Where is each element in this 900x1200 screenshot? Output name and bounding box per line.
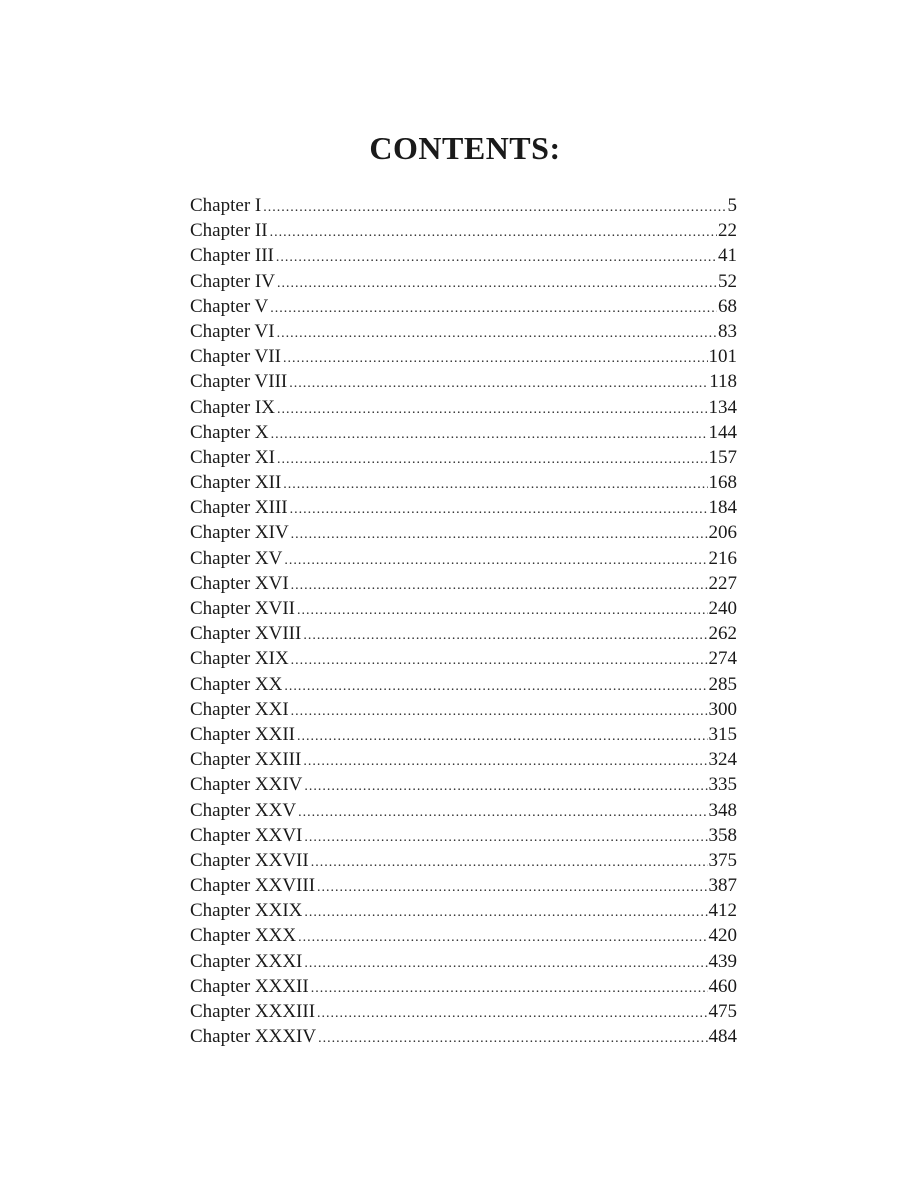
toc-entry[interactable]: [190, 218, 737, 243]
toc-page-number: 375: [708, 849, 737, 871]
toc-chapter-label: Chapter XXII: [190, 723, 295, 745]
toc-page-number: 300: [708, 698, 737, 720]
toc-dot-leader: [270, 220, 717, 243]
toc-entry[interactable]: [190, 974, 737, 999]
toc-page-number: 387: [708, 875, 737, 897]
toc-page-number: 5: [727, 195, 737, 216]
toc-chapter-label: Chapter XVI: [190, 572, 289, 594]
toc-chapter-label: Chapter XIX: [190, 648, 289, 670]
toc-dot-leader: [303, 623, 707, 646]
toc-chapter-label: Chapter XX: [190, 673, 283, 695]
toc-entry[interactable]: [190, 344, 737, 369]
toc-dot-leader: [298, 800, 707, 823]
toc-page-number: 240: [708, 598, 737, 619]
toc-entry[interactable]: [190, 949, 737, 974]
toc-entry[interactable]: [190, 495, 737, 520]
toc-page-number: 412: [708, 900, 737, 922]
toc-chapter-label: Chapter XXXIV: [190, 1026, 317, 1048]
toc-chapter-label: Chapter IV: [190, 270, 275, 292]
toc-chapter-label: Chapter XXV: [190, 799, 297, 821]
toc-page-number: 206: [708, 522, 737, 544]
toc-dot-leader: [277, 271, 717, 294]
toc-entry[interactable]: [190, 420, 737, 445]
toc-chapter-label: Chapter XXIV: [190, 774, 303, 796]
toc-entry[interactable]: [190, 923, 737, 948]
toc-page-number: 460: [708, 975, 737, 997]
toc-entry[interactable]: [190, 697, 737, 722]
table-of-contents: [190, 193, 737, 1049]
toc-dot-leader: [291, 522, 708, 545]
toc-page-number: 274: [708, 648, 737, 670]
toc-dot-leader: [263, 195, 726, 218]
toc-page-number: 285: [708, 673, 737, 695]
toc-chapter-label: Chapter XXVII: [190, 849, 309, 871]
toc-entry[interactable]: [190, 395, 737, 420]
toc-dot-leader: [298, 925, 707, 948]
toc-page-number: 475: [708, 1001, 737, 1022]
toc-chapter-label: Chapter VIII: [190, 371, 288, 393]
toc-entry[interactable]: [190, 646, 737, 671]
toc-page-number: 168: [708, 472, 737, 494]
toc-dot-leader: [277, 321, 717, 344]
toc-entry[interactable]: [190, 772, 737, 797]
toc-chapter-label: Chapter XXIX: [190, 900, 303, 922]
toc-entry[interactable]: [190, 369, 737, 394]
toc-page-number: 315: [708, 723, 737, 745]
toc-dot-leader: [304, 774, 707, 797]
toc-page-number: 83: [718, 320, 737, 342]
toc-chapter-label: Chapter XIV: [190, 522, 289, 544]
toc-chapter-label: Chapter IX: [190, 396, 275, 418]
toc-entry[interactable]: [190, 294, 737, 319]
toc-dot-leader: [283, 472, 707, 495]
toc-page-number: 348: [708, 799, 737, 821]
toc-chapter-label: Chapter XXIII: [190, 749, 302, 771]
toc-chapter-label: Chapter XVIII: [190, 623, 302, 645]
toc-entry[interactable]: [190, 798, 737, 823]
toc-entry[interactable]: [190, 319, 737, 344]
toc-chapter-label: Chapter XI: [190, 446, 275, 468]
toc-entry[interactable]: [190, 243, 737, 268]
toc-dot-leader: [284, 548, 707, 571]
toc-chapter-label: Chapter XIII: [190, 497, 288, 519]
toc-chapter-label: Chapter II: [190, 220, 268, 242]
toc-dot-leader: [291, 648, 708, 671]
toc-page-number: 358: [708, 824, 737, 846]
toc-entry[interactable]: [190, 823, 737, 848]
toc-page-number: 134: [708, 396, 737, 418]
toc-entry[interactable]: [190, 621, 737, 646]
toc-dot-leader: [317, 1001, 707, 1024]
toc-entry[interactable]: [190, 445, 737, 470]
toc-dot-leader: [284, 674, 707, 697]
toc-page-number: 335: [708, 774, 737, 796]
toc-dot-leader: [290, 497, 708, 520]
toc-chapter-label: Chapter XXI: [190, 698, 289, 720]
toc-entry[interactable]: [190, 722, 737, 747]
toc-chapter-label: Chapter XXXII: [190, 975, 309, 997]
toc-page-number: 52: [718, 270, 737, 292]
toc-chapter-label: Chapter VII: [190, 346, 281, 368]
toc-chapter-label: Chapter XXVI: [190, 824, 303, 846]
page-title: CONTENTS:: [369, 130, 561, 166]
toc-page-number: 484: [708, 1026, 737, 1048]
toc-dot-leader: [276, 245, 717, 268]
toc-dot-leader: [283, 346, 708, 369]
toc-entry[interactable]: [190, 898, 737, 923]
toc-dot-leader: [318, 1026, 707, 1049]
toc-chapter-label: Chapter VI: [190, 320, 275, 342]
toc-chapter-label: Chapter XXXIII: [190, 1001, 316, 1022]
toc-chapter-label: Chapter XII: [190, 472, 282, 494]
toc-page-number: 118: [709, 371, 737, 393]
toc-page-number: 101: [708, 346, 737, 368]
toc-dot-leader: [277, 397, 708, 420]
toc-entry[interactable]: [190, 571, 737, 596]
toc-entry[interactable]: [190, 546, 737, 571]
toc-entry[interactable]: [190, 999, 737, 1024]
toc-entry[interactable]: [190, 193, 737, 218]
toc-dot-leader: [297, 724, 708, 747]
toc-entry[interactable]: [190, 747, 737, 772]
toc-entry[interactable]: [190, 520, 737, 545]
toc-page-number: 227: [708, 572, 737, 594]
toc-dot-leader: [270, 296, 717, 319]
toc-chapter-label: Chapter XXVIII: [190, 875, 316, 897]
toc-page-number: 439: [708, 950, 737, 972]
toc-chapter-label: Chapter I: [190, 195, 262, 216]
toc-page-number: 262: [708, 623, 737, 645]
toc-page-number: 184: [708, 497, 737, 519]
toc-chapter-label: Chapter XXX: [190, 925, 297, 947]
toc-dot-leader: [291, 573, 708, 596]
toc-chapter-label: Chapter XV: [190, 547, 283, 569]
toc-page-number: 324: [708, 749, 737, 771]
toc-dot-leader: [304, 900, 707, 923]
toc-page-number: 216: [708, 547, 737, 569]
toc-dot-leader: [291, 699, 708, 722]
toc-dot-leader: [303, 749, 707, 772]
toc-page-number: 41: [718, 245, 737, 267]
toc-dot-leader: [289, 371, 708, 394]
toc-chapter-label: Chapter XXXI: [190, 950, 303, 972]
toc-dot-leader: [297, 598, 708, 621]
toc-dot-leader: [271, 422, 708, 445]
toc-dot-leader: [311, 976, 708, 999]
toc-page-number: 68: [718, 295, 737, 317]
toc-dot-leader: [277, 447, 708, 470]
toc-page-number: 420: [708, 925, 737, 947]
toc-dot-leader: [304, 825, 707, 848]
toc-entry[interactable]: [190, 873, 737, 898]
toc-chapter-label: Chapter III: [190, 245, 274, 267]
toc-page-number: 157: [708, 446, 737, 468]
toc-dot-leader: [311, 850, 708, 873]
toc-page-number: 144: [708, 421, 737, 443]
toc-chapter-label: Chapter V: [190, 295, 269, 317]
toc-dot-leader: [317, 875, 707, 898]
toc-entry[interactable]: [190, 596, 737, 621]
toc-dot-leader: [304, 951, 707, 974]
toc-entry[interactable]: [190, 848, 737, 873]
toc-chapter-label: Chapter X: [190, 421, 269, 443]
toc-page-number: 22: [718, 220, 737, 242]
toc-chapter-label: Chapter XVII: [190, 598, 295, 619]
toc-entry[interactable]: [190, 470, 737, 495]
toc-entry[interactable]: [190, 672, 737, 697]
toc-entry[interactable]: [190, 269, 737, 294]
toc-entry[interactable]: [190, 1024, 737, 1049]
